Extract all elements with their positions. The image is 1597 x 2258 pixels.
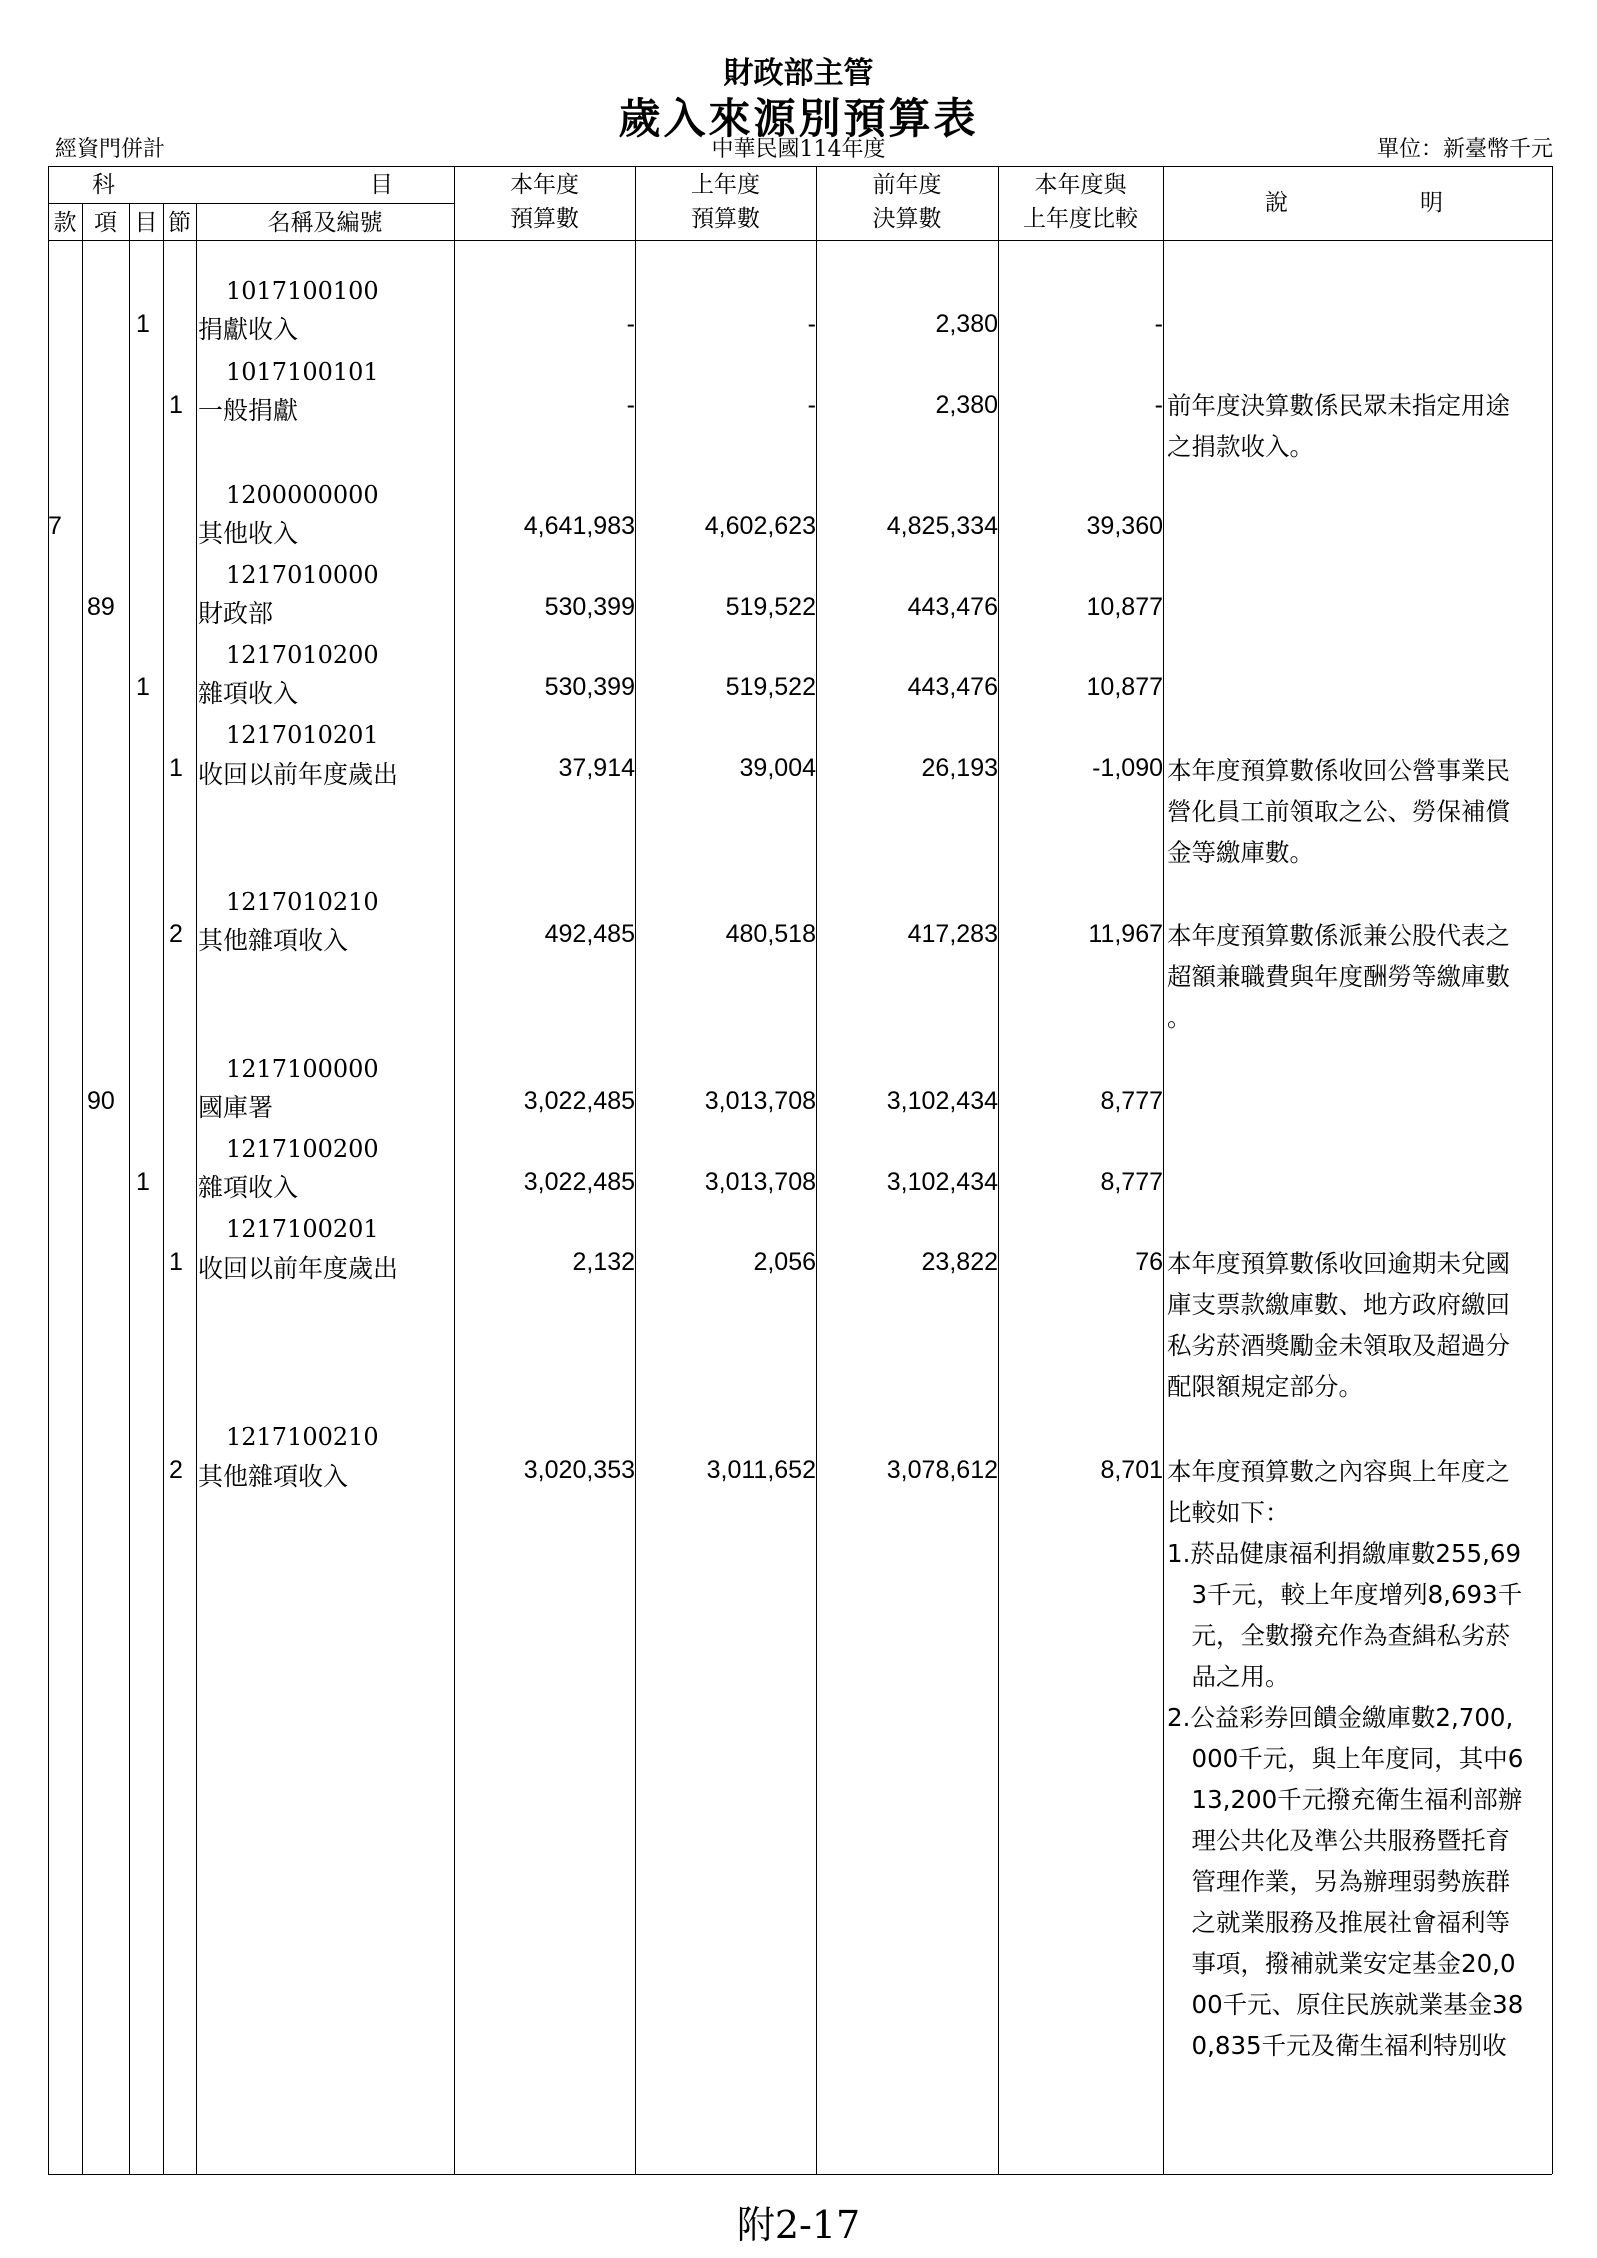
item-code: 1217010201 — [226, 721, 379, 749]
current-value: - — [626, 310, 635, 338]
category-label: 經資門併計 — [55, 137, 166, 162]
current-value: 4,641,983 — [523, 512, 635, 540]
header-compare: 本年度與 上年度比較 — [1023, 172, 1138, 232]
compare-value: - — [1154, 391, 1163, 419]
previous-value: 2,056 — [753, 1248, 816, 1276]
page-number: 附2-17 — [736, 2203, 861, 2247]
item-code: 1217100210 — [226, 1423, 379, 1451]
header-bottom-rule — [48, 240, 1552, 241]
previous-value: - — [807, 391, 816, 419]
header-xiang: 項 — [94, 210, 117, 236]
table-top-rule — [48, 166, 1552, 167]
header-name-code: 名稱及編號 — [267, 210, 383, 236]
header-remarks-2: 明 — [1420, 190, 1443, 216]
final-value: 417,283 — [907, 920, 998, 948]
final-value: 23,822 — [921, 1248, 998, 1276]
header-subject: 科 — [92, 172, 115, 198]
col-rule — [163, 203, 164, 2174]
col-rule — [1552, 166, 1553, 2174]
final-value: 443,476 — [907, 593, 998, 621]
compare-value: 8,777 — [1100, 1087, 1163, 1115]
compare-value: - — [1154, 310, 1163, 338]
subject-split-rule — [48, 203, 454, 204]
level-jie: 2 — [169, 920, 183, 948]
header-kuan: 款 — [53, 210, 77, 236]
item-name: 其他雜項收入 — [198, 1462, 349, 1491]
current-value: - — [626, 391, 635, 419]
current-value: 530,399 — [544, 593, 635, 621]
item-code: 1017100101 — [226, 358, 379, 386]
current-value: 3,022,485 — [523, 1168, 635, 1196]
col-rule — [48, 166, 49, 2174]
previous-value: - — [807, 310, 816, 338]
table-bottom-rule — [48, 2174, 1552, 2175]
compare-value: 39,360 — [1086, 512, 1163, 540]
item-name: 其他雜項收入 — [198, 926, 349, 955]
level-xiang: 90 — [87, 1087, 115, 1115]
header-mu: 目 — [134, 210, 158, 236]
compare-value: 8,777 — [1100, 1168, 1163, 1196]
compare-value: -1,090 — [1092, 754, 1163, 782]
col-rule — [196, 203, 197, 2174]
header-remarks-1: 說 — [1265, 190, 1288, 216]
item-name: 收回以前年度歲出 — [198, 1254, 399, 1283]
current-value: 3,020,353 — [523, 1456, 635, 1484]
item-name: 財政部 — [198, 599, 274, 628]
item-code: 1217100201 — [226, 1215, 379, 1243]
level-xiang: 89 — [87, 593, 115, 621]
fiscal-year: 中華民國114年度 — [711, 137, 886, 162]
final-value: 443,476 — [907, 673, 998, 701]
previous-value: 519,522 — [725, 673, 816, 701]
final-value: 4,825,334 — [886, 512, 998, 540]
item-code: 1217010210 — [226, 888, 379, 916]
row-remarks: 本年度預算數係收回逾期未兌國 庫支票款繳庫數、地方政府繳回 私劣菸酒獎勵金未領取及超過分 配限額規定部分。 — [1167, 1249, 1510, 1401]
current-value: 530,399 — [544, 673, 635, 701]
compare-value: 8,701 — [1100, 1456, 1163, 1484]
compare-value: 11,967 — [1088, 920, 1163, 948]
row-remarks: 本年度預算數係收回公營事業民 營化員工前領取之公、勞保補償 金等繳庫數。 — [1167, 756, 1510, 867]
col-rule — [82, 203, 83, 2174]
final-value: 26,193 — [921, 754, 998, 782]
page-title: 歲入來源別預算表 — [618, 94, 979, 143]
item-code: 1200000000 — [226, 481, 379, 509]
current-value: 492,485 — [544, 920, 635, 948]
item-code: 1217100000 — [226, 1055, 379, 1083]
item-name: 雜項收入 — [198, 679, 299, 708]
level-jie: 1 — [169, 391, 183, 419]
final-value: 3,078,612 — [886, 1456, 998, 1484]
header-final: 前年度 決算數 — [872, 172, 942, 232]
item-name: 其他收入 — [198, 519, 299, 548]
compare-value: 10,877 — [1086, 593, 1163, 621]
row-remarks: 本年度預算數係派兼公股代表之 超額兼職費與年度酬勞等繳庫數 。 — [1167, 921, 1510, 1032]
item-name: 收回以前年度歲出 — [198, 760, 399, 789]
current-value: 37,914 — [558, 754, 635, 782]
previous-value: 39,004 — [739, 754, 816, 782]
previous-value: 4,602,623 — [704, 512, 816, 540]
level-kuan: 7 — [48, 512, 62, 540]
level-mu: 1 — [136, 1168, 150, 1196]
level-jie: 1 — [169, 754, 183, 782]
level-jie: 1 — [169, 1248, 183, 1276]
final-value: 2,380 — [935, 310, 998, 338]
level-jie: 2 — [169, 1456, 183, 1484]
header-jie: 節 — [168, 210, 191, 236]
item-name: 捐獻收入 — [198, 315, 299, 344]
level-mu: 1 — [136, 673, 150, 701]
header-previous: 上年度 預算數 — [691, 172, 760, 232]
current-value: 3,022,485 — [523, 1087, 635, 1115]
previous-value: 519,522 — [725, 593, 816, 621]
header-subject-right: 目 — [370, 172, 393, 198]
item-code: 1217010000 — [226, 561, 379, 589]
col-rule — [129, 203, 130, 2174]
col-rule — [1163, 166, 1164, 2174]
compare-value: 10,877 — [1086, 673, 1163, 701]
previous-value: 3,013,708 — [704, 1168, 816, 1196]
item-code: 1217100200 — [226, 1135, 379, 1163]
current-value: 2,132 — [572, 1248, 635, 1276]
final-value: 2,380 — [935, 391, 998, 419]
unit-label: 單位：新臺幣千元 — [1376, 137, 1553, 162]
item-code: 1217010200 — [226, 641, 379, 669]
item-name: 國庫署 — [198, 1093, 274, 1122]
final-value: 3,102,434 — [886, 1087, 998, 1115]
ministry-heading: 財政部主管 — [723, 56, 874, 91]
compare-value: 76 — [1135, 1248, 1163, 1276]
level-mu: 1 — [136, 310, 150, 338]
row-remarks: 本年度預算數之內容與上年度之 比較如下： 1.菸品健康福利捐繳庫數255,69 3千元，較上年度增列8,693千 元，全數撥充作為查緝私劣菸 品之用。 2.公益彩券回饋金繳庫數2,700, 000千元，與上年度同，其中6 13,200千元撥充衛生福利部辦 理公共化及準公共服務暨托育 管理作業，另為辦理弱勢族群 之就業服務及推展社會福利等 事項，撥補就業安定基金20,0 00千元、原住民族就業基金38 0,835千元及衛生福利特別收 — [1167, 1457, 1524, 2060]
previous-value: 3,011,652 — [706, 1456, 816, 1484]
previous-value: 3,013,708 — [704, 1087, 816, 1115]
row-remarks: 前年度決算數係民眾未指定用途 之捐款收入。 — [1167, 391, 1510, 461]
header-current: 本年度 預算數 — [510, 172, 579, 232]
previous-value: 480,518 — [725, 920, 816, 948]
item-name: 雜項收入 — [198, 1173, 299, 1202]
item-name: 一般捐獻 — [198, 396, 299, 425]
final-value: 3,102,434 — [886, 1168, 998, 1196]
item-code: 1017100100 — [226, 277, 379, 305]
